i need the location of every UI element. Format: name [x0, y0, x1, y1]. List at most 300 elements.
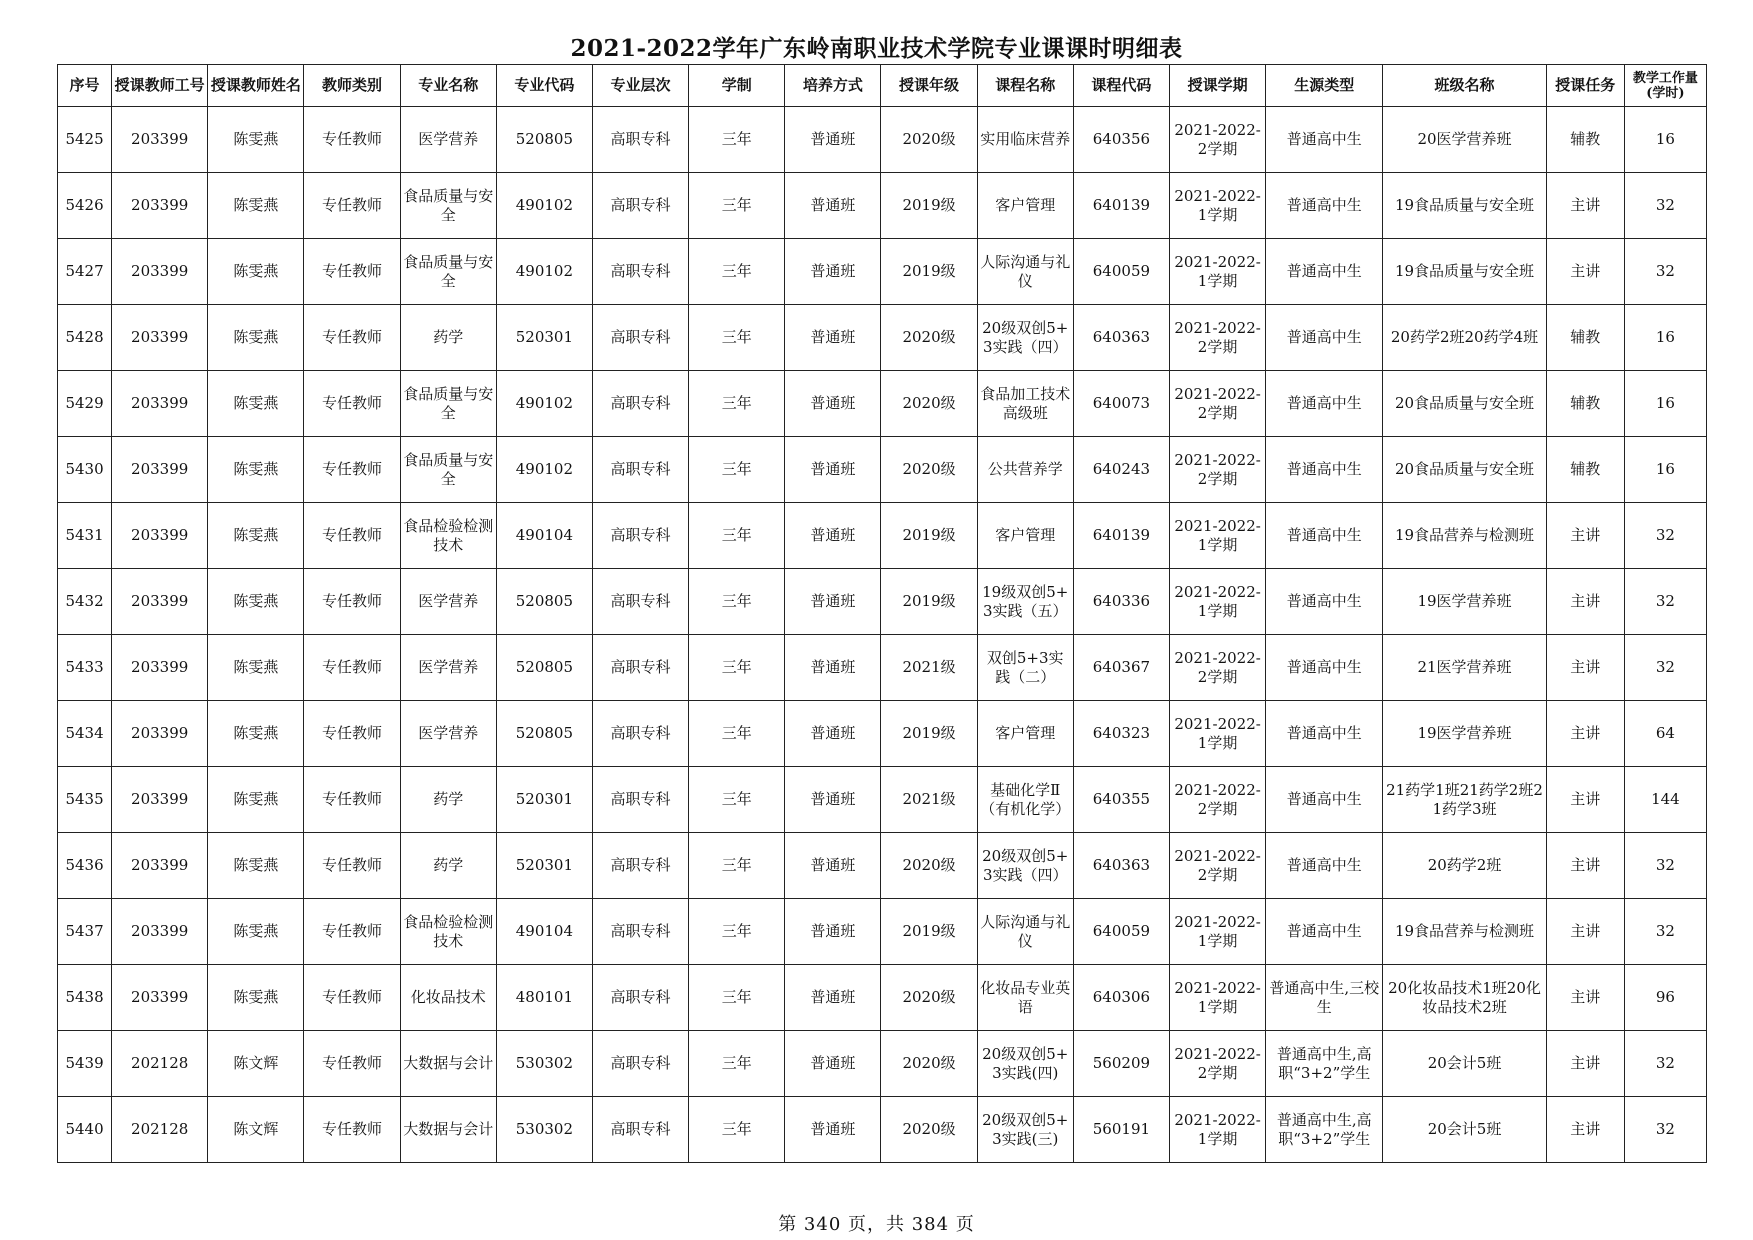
table-cell: 640139 — [1073, 503, 1169, 569]
table-cell: 三年 — [689, 107, 785, 173]
column-header: 授课年级 — [881, 65, 977, 107]
table-cell: 19食品质量与安全班 — [1383, 239, 1546, 305]
table-row — [58, 107, 1707, 173]
table-cell: 2021-2022-2学期 — [1169, 1031, 1265, 1097]
table-cell: 2019级 — [881, 701, 977, 767]
table-cell: 普通高中生 — [1266, 833, 1383, 899]
table-row — [58, 1031, 1707, 1097]
table-cell: 2021-2022-2学期 — [1169, 833, 1265, 899]
table-cell: 主讲 — [1546, 635, 1624, 701]
table-cell: 普通高中生 — [1266, 569, 1383, 635]
table-cell: 2020级 — [881, 833, 977, 899]
table-cell: 食品质量与安全 — [400, 173, 496, 239]
table-cell: 2021-2022-1学期 — [1169, 965, 1265, 1031]
table-cell: 203399 — [112, 503, 208, 569]
table-cell: 5427 — [58, 239, 112, 305]
table-cell: 普通高中生 — [1266, 437, 1383, 503]
table-cell: 16 — [1624, 107, 1706, 173]
table-cell: 高职专科 — [592, 767, 688, 833]
table-cell: 5430 — [58, 437, 112, 503]
table-cell: 96 — [1624, 965, 1706, 1031]
table-cell: 高职专科 — [592, 701, 688, 767]
table-cell: 陈雯燕 — [208, 767, 304, 833]
table-cell: 5437 — [58, 899, 112, 965]
table-cell: 2021级 — [881, 635, 977, 701]
table-cell: 19医学营养班 — [1383, 569, 1546, 635]
table-cell: 普通班 — [785, 239, 881, 305]
table-cell: 高职专科 — [592, 371, 688, 437]
table-cell: 32 — [1624, 239, 1706, 305]
table-cell: 客户管理 — [977, 173, 1073, 239]
table-row — [58, 701, 1707, 767]
table-cell: 普通高中生,高职“3+2”学生 — [1266, 1097, 1383, 1163]
table-cell: 医学营养 — [400, 107, 496, 173]
table-cell: 2019级 — [881, 173, 977, 239]
table-cell: 640243 — [1073, 437, 1169, 503]
table-cell: 530302 — [496, 1097, 592, 1163]
table-cell: 144 — [1624, 767, 1706, 833]
table-cell: 普通班 — [785, 107, 881, 173]
table-cell: 203399 — [112, 437, 208, 503]
table-cell: 专任教师 — [304, 833, 400, 899]
page-title: 2021-2022学年广东岭南职业技术学院专业课课时明细表 — [570, 35, 1183, 62]
table-cell: 普通高中生 — [1266, 107, 1383, 173]
table-cell: 490104 — [496, 503, 592, 569]
table-cell: 主讲 — [1546, 239, 1624, 305]
column-header: 授课学期 — [1169, 65, 1265, 107]
table-cell: 三年 — [689, 899, 785, 965]
table-cell: 专任教师 — [304, 1097, 400, 1163]
table-cell: 5432 — [58, 569, 112, 635]
table-cell: 专任教师 — [304, 767, 400, 833]
table-row — [58, 833, 1707, 899]
table-cell: 三年 — [689, 305, 785, 371]
table-cell: 普通班 — [785, 305, 881, 371]
table-cell: 高职专科 — [592, 569, 688, 635]
table-cell: 203399 — [112, 833, 208, 899]
table-header-row — [58, 65, 1707, 107]
table-cell: 520301 — [496, 767, 592, 833]
table-cell: 普通高中生 — [1266, 305, 1383, 371]
table-cell: 专任教师 — [304, 965, 400, 1031]
table-cell: 520301 — [496, 833, 592, 899]
table-cell: 普通高中生 — [1266, 767, 1383, 833]
course-hours-table — [57, 64, 1707, 1163]
table-row — [58, 305, 1707, 371]
table-cell: 490102 — [496, 239, 592, 305]
table-cell: 203399 — [112, 701, 208, 767]
table-cell: 5428 — [58, 305, 112, 371]
table-cell: 2021-2022-2学期 — [1169, 635, 1265, 701]
table-cell: 三年 — [689, 1097, 785, 1163]
table-cell: 640059 — [1073, 239, 1169, 305]
table-cell: 陈雯燕 — [208, 635, 304, 701]
table-cell: 20会计5班 — [1383, 1031, 1546, 1097]
table-row — [58, 503, 1707, 569]
table-cell: 陈雯燕 — [208, 239, 304, 305]
table-cell: 普通班 — [785, 437, 881, 503]
column-header: 授课任务 — [1546, 65, 1624, 107]
table-row — [58, 569, 1707, 635]
table-cell: 5434 — [58, 701, 112, 767]
table-cell: 三年 — [689, 239, 785, 305]
table-cell: 专任教师 — [304, 569, 400, 635]
table-cell: 食品质量与安全 — [400, 239, 496, 305]
table-cell: 人际沟通与礼仪 — [977, 239, 1073, 305]
table-cell: 2021-2022-1学期 — [1169, 239, 1265, 305]
table-cell: 主讲 — [1546, 1031, 1624, 1097]
table-row — [58, 767, 1707, 833]
table-cell: 普通高中生 — [1266, 503, 1383, 569]
table-cell: 专任教师 — [304, 371, 400, 437]
table-cell: 203399 — [112, 635, 208, 701]
table-cell: 专任教师 — [304, 899, 400, 965]
table-cell: 32 — [1624, 1097, 1706, 1163]
table-row — [58, 371, 1707, 437]
table-cell: 32 — [1624, 635, 1706, 701]
table-cell: 普通班 — [785, 899, 881, 965]
table-cell: 640367 — [1073, 635, 1169, 701]
table-cell: 640363 — [1073, 305, 1169, 371]
table-cell: 普通高中生,三校生 — [1266, 965, 1383, 1031]
table-cell: 203399 — [112, 767, 208, 833]
column-header: 专业代码 — [496, 65, 592, 107]
table-cell: 三年 — [689, 437, 785, 503]
table-cell: 辅教 — [1546, 107, 1624, 173]
table-cell: 20级双创5+3实践（四） — [977, 833, 1073, 899]
table-cell: 高职专科 — [592, 173, 688, 239]
table-cell: 19食品营养与检测班 — [1383, 899, 1546, 965]
table-cell: 2020级 — [881, 437, 977, 503]
column-header: 序号 — [58, 65, 112, 107]
table-cell: 高职专科 — [592, 239, 688, 305]
table-cell: 三年 — [689, 569, 785, 635]
table-cell: 辅教 — [1546, 437, 1624, 503]
table-cell: 640363 — [1073, 833, 1169, 899]
table-cell: 203399 — [112, 371, 208, 437]
table-cell: 高职专科 — [592, 305, 688, 371]
table-cell: 食品质量与安全 — [400, 371, 496, 437]
table-cell: 2021-2022-1学期 — [1169, 899, 1265, 965]
table-cell: 专任教师 — [304, 437, 400, 503]
table-cell: 三年 — [689, 173, 785, 239]
table-cell: 2021-2022-1学期 — [1169, 1097, 1265, 1163]
table-cell: 三年 — [689, 503, 785, 569]
table-cell: 5439 — [58, 1031, 112, 1097]
table-cell: 2020级 — [881, 107, 977, 173]
table-row — [58, 1097, 1707, 1163]
table-cell: 2021-2022-2学期 — [1169, 107, 1265, 173]
table-cell: 20食品质量与安全班 — [1383, 437, 1546, 503]
table-cell: 普通高中生 — [1266, 899, 1383, 965]
table-cell: 高职专科 — [592, 437, 688, 503]
table-cell: 2019级 — [881, 899, 977, 965]
table-cell: 2020级 — [881, 1097, 977, 1163]
table-cell: 203399 — [112, 173, 208, 239]
table-cell: 药学 — [400, 833, 496, 899]
table-cell: 490102 — [496, 173, 592, 239]
table-cell: 大数据与会计 — [400, 1031, 496, 1097]
table-cell: 21药学1班21药学2班21药学3班 — [1383, 767, 1546, 833]
table-cell: 陈雯燕 — [208, 965, 304, 1031]
table-cell: 640323 — [1073, 701, 1169, 767]
table-cell: 2020级 — [881, 1031, 977, 1097]
table-cell: 普通班 — [785, 569, 881, 635]
table-cell: 陈雯燕 — [208, 503, 304, 569]
table-cell: 2021-2022-2学期 — [1169, 437, 1265, 503]
table-cell: 化妆品技术 — [400, 965, 496, 1031]
table-cell: 19医学营养班 — [1383, 701, 1546, 767]
table-cell: 640059 — [1073, 899, 1169, 965]
table-cell: 203399 — [112, 569, 208, 635]
table-cell: 普通班 — [785, 173, 881, 239]
table-cell: 食品质量与安全 — [400, 437, 496, 503]
table-cell: 高职专科 — [592, 503, 688, 569]
column-header: 课程代码 — [1073, 65, 1169, 107]
table-cell: 客户管理 — [977, 701, 1073, 767]
table-cell: 普通班 — [785, 503, 881, 569]
table-cell: 大数据与会计 — [400, 1097, 496, 1163]
table-cell: 2019级 — [881, 569, 977, 635]
table-cell: 高职专科 — [592, 1031, 688, 1097]
table-cell: 2021-2022-2学期 — [1169, 371, 1265, 437]
table-cell: 主讲 — [1546, 701, 1624, 767]
table-cell: 人际沟通与礼仪 — [977, 899, 1073, 965]
table-cell: 普通班 — [785, 1097, 881, 1163]
table-cell: 三年 — [689, 701, 785, 767]
column-header: 培养方式 — [785, 65, 881, 107]
table-cell: 辅教 — [1546, 371, 1624, 437]
table-cell: 专任教师 — [304, 1031, 400, 1097]
table-cell: 640073 — [1073, 371, 1169, 437]
table-cell: 专任教师 — [304, 107, 400, 173]
table-cell: 202128 — [112, 1097, 208, 1163]
table-cell: 食品加工技术高级班 — [977, 371, 1073, 437]
table-cell: 专任教师 — [304, 239, 400, 305]
table-cell: 普通班 — [785, 371, 881, 437]
table-cell: 专任教师 — [304, 701, 400, 767]
table-cell: 陈雯燕 — [208, 107, 304, 173]
table-cell: 医学营养 — [400, 701, 496, 767]
table-cell: 陈雯燕 — [208, 899, 304, 965]
table-cell: 20医学营养班 — [1383, 107, 1546, 173]
table-cell: 20食品质量与安全班 — [1383, 371, 1546, 437]
table-cell: 20化妆品技术1班20化妆品技术2班 — [1383, 965, 1546, 1031]
table-cell: 高职专科 — [592, 1097, 688, 1163]
table-cell: 普通班 — [785, 965, 881, 1031]
table-cell: 640356 — [1073, 107, 1169, 173]
table-cell: 490102 — [496, 371, 592, 437]
table-cell: 普通班 — [785, 833, 881, 899]
table-cell: 520301 — [496, 305, 592, 371]
table-cell: 普通班 — [785, 701, 881, 767]
table-cell: 陈文辉 — [208, 1097, 304, 1163]
table-cell: 陈雯燕 — [208, 569, 304, 635]
table-cell: 专任教师 — [304, 305, 400, 371]
table-cell: 主讲 — [1546, 833, 1624, 899]
table-cell: 5431 — [58, 503, 112, 569]
table-cell: 陈雯燕 — [208, 305, 304, 371]
table-cell: 2021-2022-1学期 — [1169, 569, 1265, 635]
table-cell: 5429 — [58, 371, 112, 437]
table-cell: 20级双创5+3实践(四) — [977, 1031, 1073, 1097]
table-cell: 32 — [1624, 833, 1706, 899]
table-cell: 普通高中生 — [1266, 239, 1383, 305]
table-cell: 16 — [1624, 437, 1706, 503]
table-cell: 医学营养 — [400, 635, 496, 701]
column-header: 生源类型 — [1266, 65, 1383, 107]
table-cell: 32 — [1624, 1031, 1706, 1097]
table-cell: 食品检验检测技术 — [400, 503, 496, 569]
table-cell: 2020级 — [881, 965, 977, 1031]
table-cell: 客户管理 — [977, 503, 1073, 569]
table-cell: 专任教师 — [304, 503, 400, 569]
table-cell: 医学营养 — [400, 569, 496, 635]
table-cell: 520805 — [496, 635, 592, 701]
table-cell: 专任教师 — [304, 635, 400, 701]
table-cell: 2021-2022-2学期 — [1169, 305, 1265, 371]
table-cell: 32 — [1624, 173, 1706, 239]
table-cell: 普通班 — [785, 635, 881, 701]
table-cell: 20级双创5+3实践（四） — [977, 305, 1073, 371]
table-cell: 药学 — [400, 767, 496, 833]
table-cell: 高职专科 — [592, 833, 688, 899]
table-cell: 32 — [1624, 899, 1706, 965]
table-cell: 5440 — [58, 1097, 112, 1163]
column-header: 授课教师姓名 — [208, 65, 304, 107]
column-header: 学制 — [689, 65, 785, 107]
table-cell: 食品检验检测技术 — [400, 899, 496, 965]
table-cell: 5426 — [58, 173, 112, 239]
table-cell: 三年 — [689, 371, 785, 437]
table-cell: 普通班 — [785, 1031, 881, 1097]
table-cell: 20级双创5+3实践(三) — [977, 1097, 1073, 1163]
column-header: 教师类别 — [304, 65, 400, 107]
table-cell: 5436 — [58, 833, 112, 899]
table-cell: 主讲 — [1546, 1097, 1624, 1163]
table-cell: 203399 — [112, 305, 208, 371]
table-cell: 32 — [1624, 569, 1706, 635]
table-cell: 公共营养学 — [977, 437, 1073, 503]
page-footer: 第 340 页，共 384 页 — [778, 1214, 975, 1235]
table-cell: 2021级 — [881, 767, 977, 833]
column-header: 班级名称 — [1383, 65, 1546, 107]
table-cell: 560209 — [1073, 1031, 1169, 1097]
table-cell: 普通高中生,高职“3+2”学生 — [1266, 1031, 1383, 1097]
table-cell: 202128 — [112, 1031, 208, 1097]
table-cell: 陈雯燕 — [208, 833, 304, 899]
table-cell: 480101 — [496, 965, 592, 1031]
table-cell: 2021-2022-1学期 — [1169, 173, 1265, 239]
table-cell: 主讲 — [1546, 767, 1624, 833]
table-row — [58, 965, 1707, 1031]
table-cell: 普通高中生 — [1266, 371, 1383, 437]
table-cell: 基础化学Ⅱ（有机化学） — [977, 767, 1073, 833]
table-body — [58, 107, 1707, 1163]
table-cell: 203399 — [112, 107, 208, 173]
table-cell: 化妆品专业英语 — [977, 965, 1073, 1031]
table-cell: 实用临床营养 — [977, 107, 1073, 173]
table-cell: 三年 — [689, 1031, 785, 1097]
table-cell: 普通班 — [785, 767, 881, 833]
table-cell: 16 — [1624, 371, 1706, 437]
table-cell: 640336 — [1073, 569, 1169, 635]
table-cell: 三年 — [689, 833, 785, 899]
table-cell: 640139 — [1073, 173, 1169, 239]
table-row — [58, 635, 1707, 701]
table-cell: 203399 — [112, 239, 208, 305]
table-cell: 20药学2班20药学4班 — [1383, 305, 1546, 371]
table-cell: 19食品营养与检测班 — [1383, 503, 1546, 569]
table-cell: 640306 — [1073, 965, 1169, 1031]
table-cell: 203399 — [112, 899, 208, 965]
column-header: 教学工作量(学时) — [1624, 65, 1706, 107]
table-cell: 64 — [1624, 701, 1706, 767]
table-cell: 陈雯燕 — [208, 701, 304, 767]
table-cell: 560191 — [1073, 1097, 1169, 1163]
table-cell: 双创5+3实践（二） — [977, 635, 1073, 701]
table-cell: 530302 — [496, 1031, 592, 1097]
table-cell: 2021-2022-1学期 — [1169, 503, 1265, 569]
table-cell: 520805 — [496, 569, 592, 635]
table-cell: 5433 — [58, 635, 112, 701]
table-cell: 药学 — [400, 305, 496, 371]
table-cell: 三年 — [689, 965, 785, 1031]
table-cell: 640355 — [1073, 767, 1169, 833]
table-cell: 20药学2班 — [1383, 833, 1546, 899]
column-header: 课程名称 — [977, 65, 1073, 107]
table-cell: 32 — [1624, 503, 1706, 569]
column-header: 授课教师工号 — [112, 65, 208, 107]
table-cell: 专任教师 — [304, 173, 400, 239]
table-cell: 主讲 — [1546, 965, 1624, 1031]
table-cell: 高职专科 — [592, 635, 688, 701]
table-row — [58, 437, 1707, 503]
table-row — [58, 173, 1707, 239]
table-cell: 陈文辉 — [208, 1031, 304, 1097]
table-cell: 普通高中生 — [1266, 635, 1383, 701]
table-row — [58, 899, 1707, 965]
table-cell: 2019级 — [881, 239, 977, 305]
table-cell: 5438 — [58, 965, 112, 1031]
table-cell: 主讲 — [1546, 899, 1624, 965]
table-cell: 高职专科 — [592, 899, 688, 965]
table-cell: 2021-2022-1学期 — [1169, 701, 1265, 767]
table-cell: 490104 — [496, 899, 592, 965]
table-cell: 520805 — [496, 107, 592, 173]
table-cell: 490102 — [496, 437, 592, 503]
table-cell: 2020级 — [881, 371, 977, 437]
table-cell: 陈雯燕 — [208, 173, 304, 239]
table-cell: 21医学营养班 — [1383, 635, 1546, 701]
table-cell: 20会计5班 — [1383, 1097, 1546, 1163]
table-cell: 203399 — [112, 965, 208, 1031]
table-cell: 主讲 — [1546, 569, 1624, 635]
table-cell: 520805 — [496, 701, 592, 767]
table-cell: 2021-2022-2学期 — [1169, 767, 1265, 833]
table-cell: 陈雯燕 — [208, 437, 304, 503]
table-cell: 普通高中生 — [1266, 173, 1383, 239]
table-cell: 普通高中生 — [1266, 701, 1383, 767]
table-cell: 高职专科 — [592, 965, 688, 1031]
table-cell: 主讲 — [1546, 173, 1624, 239]
table-cell: 16 — [1624, 305, 1706, 371]
table-cell: 辅教 — [1546, 305, 1624, 371]
table-cell: 19食品质量与安全班 — [1383, 173, 1546, 239]
table-row — [58, 239, 1707, 305]
column-header: 专业名称 — [400, 65, 496, 107]
table-cell: 高职专科 — [592, 107, 688, 173]
